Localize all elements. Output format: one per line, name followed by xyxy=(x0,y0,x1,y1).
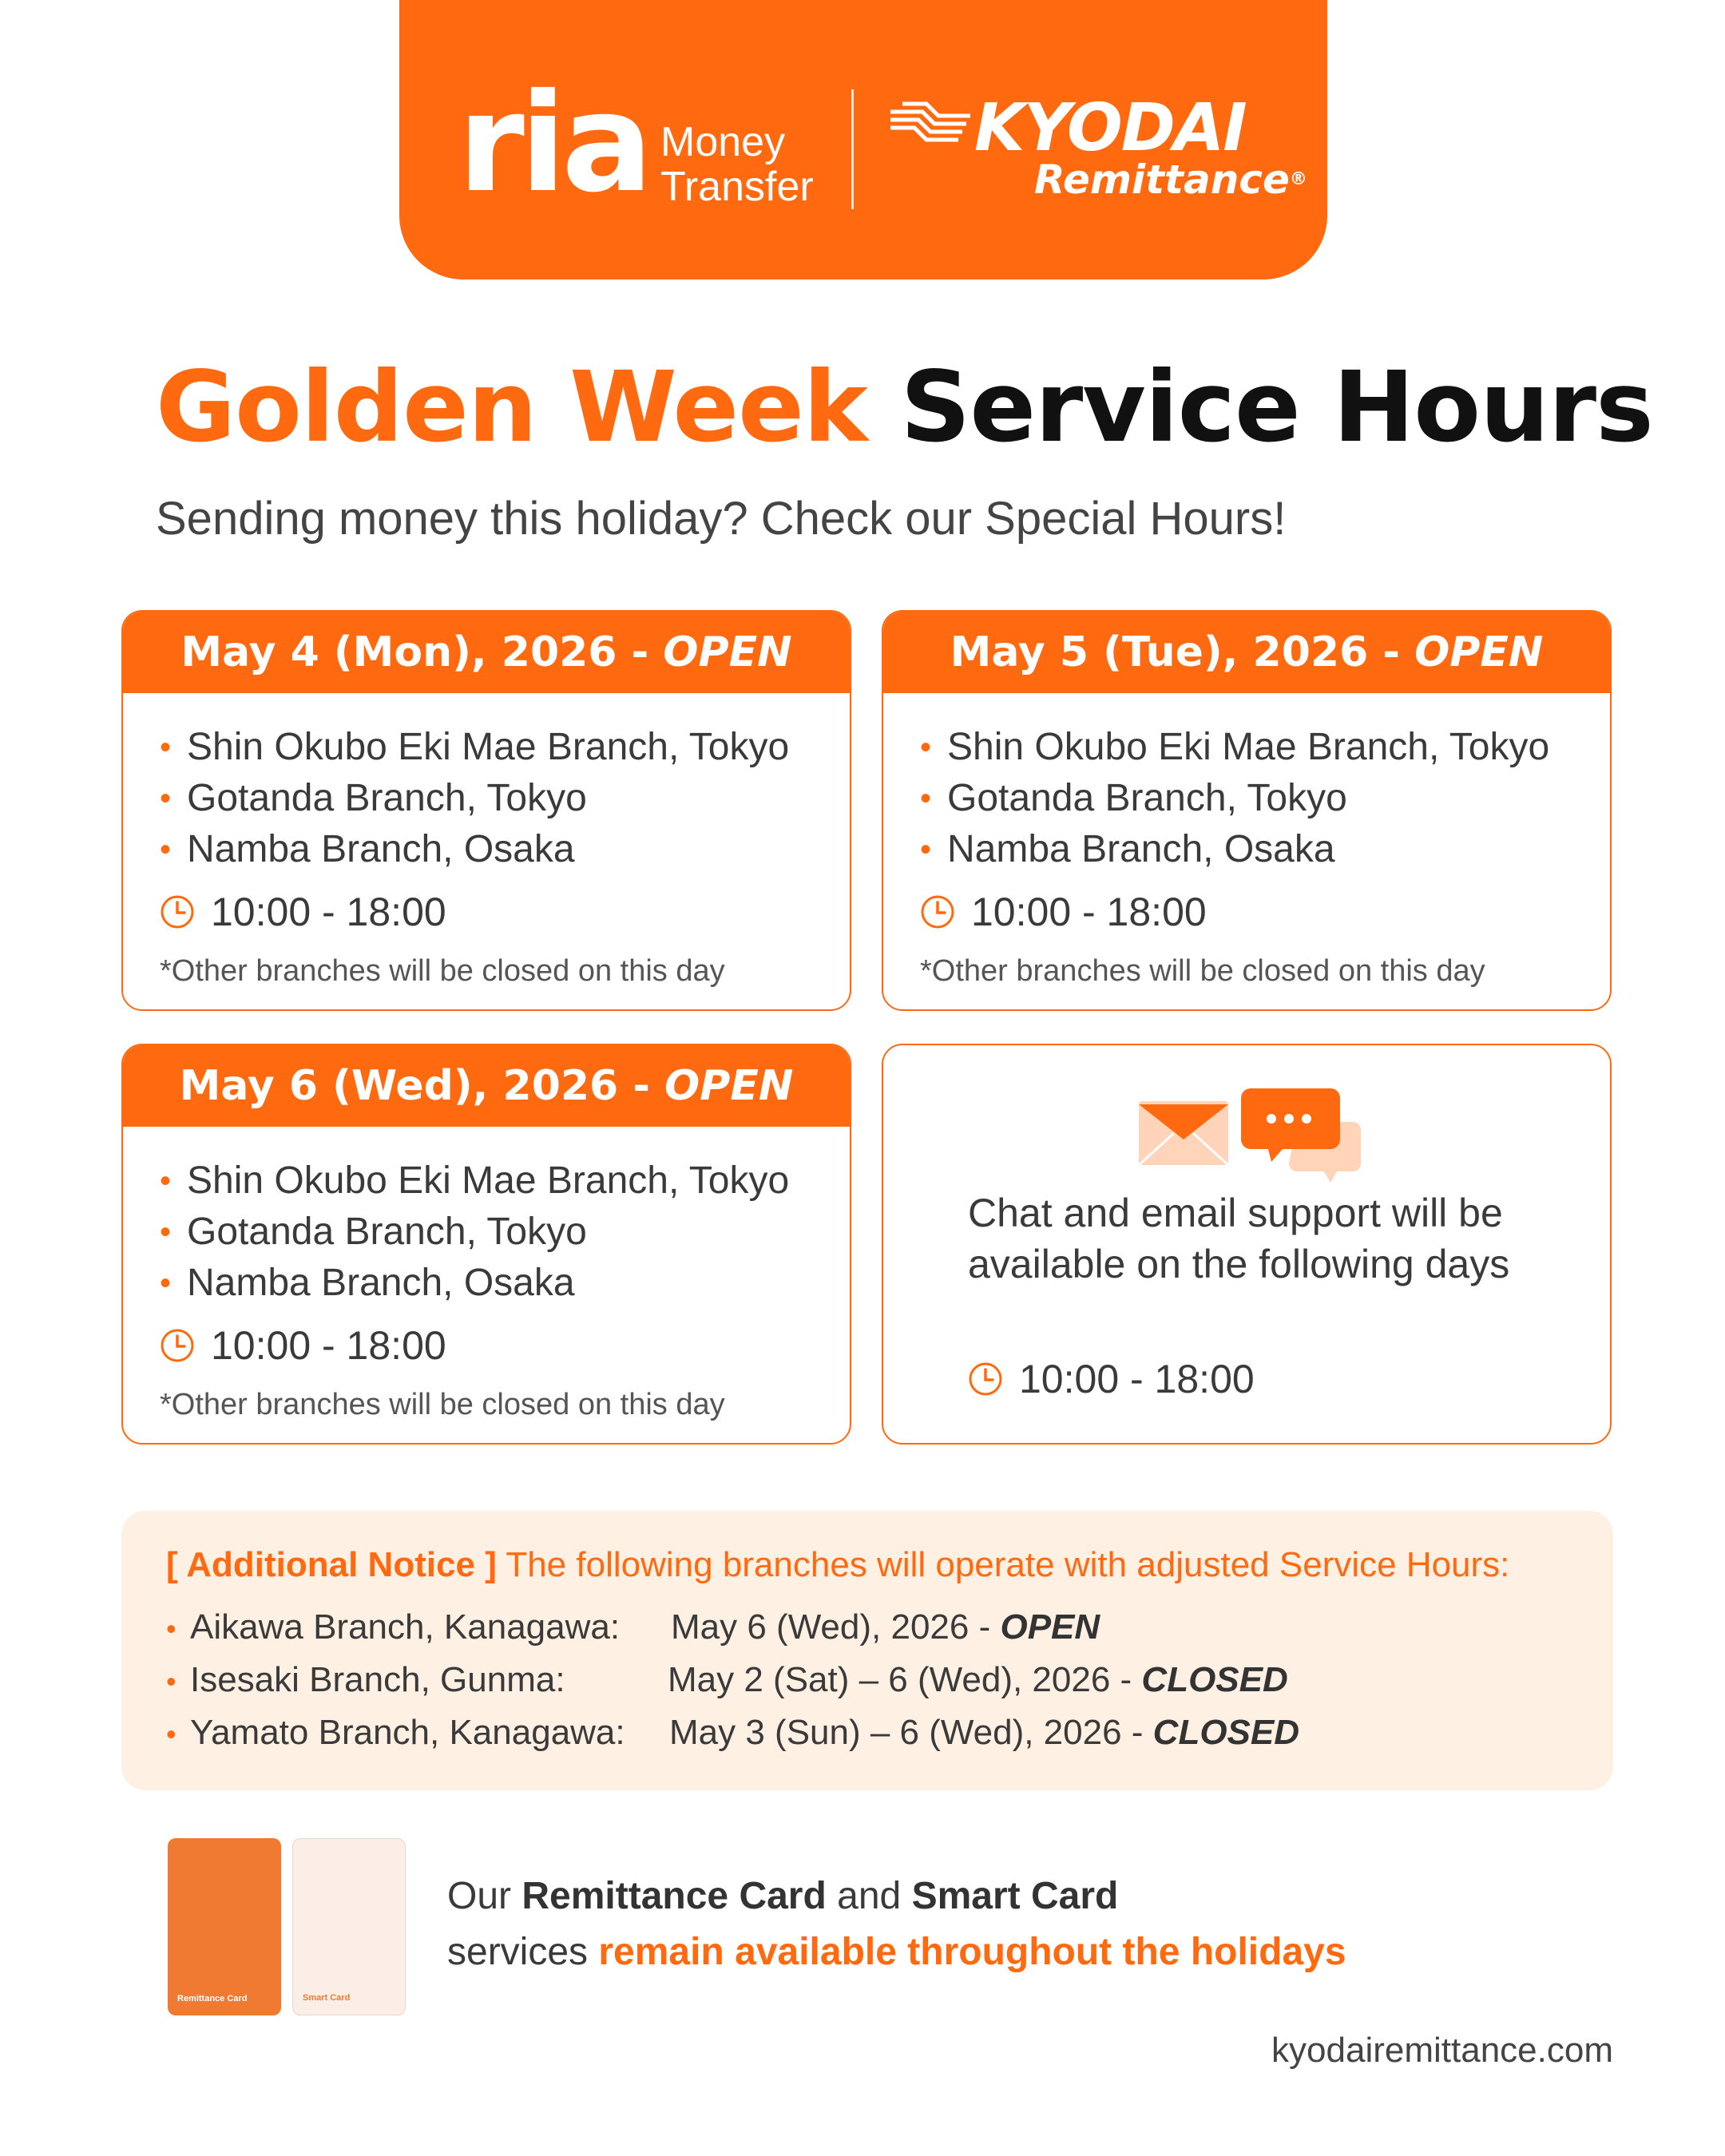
hours-row: 10:00 - 18:00 xyxy=(920,886,1610,937)
ria-logo-subtitle: Money Transfer xyxy=(660,119,814,210)
bullet-icon: • xyxy=(920,781,932,816)
notice-date: May 3 (Sun) – 6 (Wed), 2026 - CLOSED xyxy=(669,1713,1300,1752)
kyodai-logo-text: KYODAI xyxy=(974,90,1246,166)
status-badge: OPEN xyxy=(663,628,792,676)
bullet-icon: • xyxy=(160,730,172,765)
title-rest: Service Hours xyxy=(900,351,1653,464)
bullet-icon: • xyxy=(160,1215,172,1250)
bullet-icon: • xyxy=(920,730,932,765)
kyodai-logo-subtitle: Remittance® xyxy=(1034,157,1307,203)
clock-icon xyxy=(968,1361,1003,1397)
bullet-icon: • xyxy=(160,1266,172,1301)
notice-row: • Isesaki Branch, Gunma: xyxy=(166,1658,565,1704)
day-card-header: May 6 (Wed), 2026 - OPEN xyxy=(123,1045,850,1127)
notice-date: May 2 (Sat) – 6 (Wed), 2026 - CLOSED xyxy=(668,1660,1288,1699)
list-item: • Gotanda Branch, Tokyo xyxy=(920,773,1610,824)
support-card xyxy=(882,1044,1612,1445)
website-link[interactable]: kyodairemittance.com xyxy=(1271,2031,1613,2070)
closure-note: *Other branches will be closed on this day xyxy=(160,1388,725,1421)
list-item: • Shin Okubo Eki Mae Branch, Tokyo xyxy=(160,722,850,773)
support-icons xyxy=(1137,1087,1377,1183)
bullet-icon: • xyxy=(920,832,932,867)
ria-logo: ria xyxy=(458,65,648,223)
page-title xyxy=(156,351,1653,463)
bullet-icon: • xyxy=(166,1665,176,1698)
day-card-may-5 xyxy=(882,610,1612,1011)
cards-availability-text: Our Remittance Card and Smart Card services remain available throughout the holidays xyxy=(447,1875,1346,1973)
smart-card-image: Smart Card xyxy=(292,1838,406,2015)
chat-bubble-icon xyxy=(1241,1088,1361,1183)
additional-notice xyxy=(121,1511,1613,1790)
list-item: • Gotanda Branch, Tokyo xyxy=(160,773,850,824)
status-badge: OPEN xyxy=(664,1062,794,1110)
status-badge: OPEN xyxy=(1000,1607,1100,1647)
notice-heading: [ Additional Notice ] The following branches will operate with adjusted Service Hours: xyxy=(166,1545,1510,1584)
hours-row: 10:00 - 18:00 xyxy=(160,1320,850,1371)
closure-note: *Other branches will be closed on this day xyxy=(160,954,725,988)
bullet-icon: • xyxy=(166,1718,176,1750)
status-badge: OPEN xyxy=(1414,628,1544,676)
status-badge: CLOSED xyxy=(1141,1660,1288,1699)
clock-icon xyxy=(920,894,955,929)
header-banner xyxy=(399,0,1327,279)
day-card-may-4 xyxy=(121,610,851,1011)
support-description: Chat and email support will be available on the following days xyxy=(968,1191,1510,1286)
clock-icon xyxy=(160,1328,195,1363)
list-item: • Shin Okubo Eki Mae Branch, Tokyo xyxy=(920,722,1610,773)
header-divider xyxy=(851,89,854,209)
kyodai-wing-icon xyxy=(886,96,974,152)
bullet-icon: • xyxy=(160,781,172,816)
title-accent: Golden Week xyxy=(156,351,868,464)
support-hours-row: 10:00 - 18:00 xyxy=(968,1353,1255,1405)
list-item: • Namba Branch, Osaka xyxy=(160,1258,850,1309)
day-card-header: May 4 (Mon), 2026 - OPEN xyxy=(123,612,850,693)
hours-row: 10:00 - 18:00 xyxy=(160,886,850,937)
day-card-may-6 xyxy=(121,1044,851,1445)
notice-row: • Yamato Branch, Kanagawa: xyxy=(166,1710,625,1757)
closure-note: *Other branches will be closed on this day xyxy=(920,954,1485,988)
bullet-icon: • xyxy=(160,1163,172,1199)
bullet-icon: • xyxy=(160,832,172,867)
status-badge: CLOSED xyxy=(1152,1713,1300,1752)
clock-icon xyxy=(160,894,195,929)
notice-date: May 6 (Wed), 2026 - OPEN xyxy=(671,1607,1100,1647)
day-card-header: May 5 (Tue), 2026 - OPEN xyxy=(883,612,1610,693)
list-item: • Namba Branch, Osaka xyxy=(920,824,1610,875)
list-item: • Shin Okubo Eki Mae Branch, Tokyo xyxy=(160,1155,850,1207)
remittance-card-image: Remittance Card xyxy=(168,1838,281,2015)
page-subtitle: Sending money this holiday? Check our Special Hours! xyxy=(156,493,1287,545)
list-item: • Namba Branch, Osaka xyxy=(160,824,850,875)
bullet-icon: • xyxy=(166,1612,176,1645)
list-item: • Gotanda Branch, Tokyo xyxy=(160,1207,850,1258)
notice-row: • Aikawa Branch, Kanagawa: xyxy=(166,1605,620,1651)
envelope-icon xyxy=(1139,1101,1228,1165)
